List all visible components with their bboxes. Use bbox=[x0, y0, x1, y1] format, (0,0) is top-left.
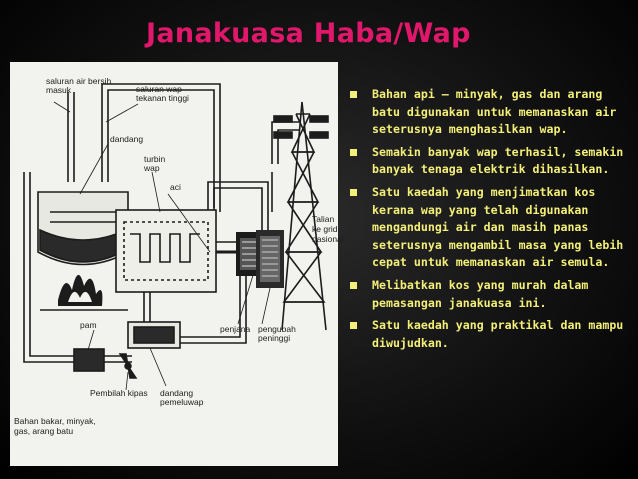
bullet-item bbox=[346, 86, 634, 139]
square-bullet-icon bbox=[350, 91, 357, 98]
label-dandang-pemeluwap: dandang pemeluwap bbox=[160, 388, 204, 407]
label-bahan-bakar: Bahan bakar, minyak, gas, arang batu bbox=[14, 416, 96, 436]
bullet-text: Satu kaedah yang menjimatkan kos kerana wap yang telah digunakan mengandungi air dan masih panas seterusnya mengambil masa yang lebih cepat untuk memanaskan air semula. bbox=[372, 184, 624, 270]
bullet-list bbox=[346, 86, 634, 357]
turbine-block bbox=[116, 210, 216, 292]
label-dandang: dandang bbox=[110, 134, 144, 144]
bullet-text: Bahan api – minyak, gas dan arang batu digunakan untuk memanaskan air seterusnya menghasilkan wap. bbox=[372, 87, 617, 137]
label-pembilah-kipas: Pembilah kipas bbox=[90, 388, 148, 398]
label-saluran-wap: saluran wap tekanan tinggi bbox=[136, 84, 189, 103]
square-bullet-icon bbox=[350, 149, 357, 156]
flame-icon bbox=[58, 275, 102, 306]
label-pam: pam bbox=[80, 320, 97, 330]
bullet-text: Melibatkan kos yang murah dalam pemasangan janakuasa ini. bbox=[372, 277, 589, 310]
label-pengubah: pengubah peninggi bbox=[258, 324, 296, 343]
condenser bbox=[128, 322, 180, 348]
square-bullet-icon bbox=[350, 322, 357, 329]
boiler-vessel bbox=[38, 192, 128, 265]
label-talian: Talian ke grid nasional bbox=[312, 214, 344, 244]
transformer bbox=[256, 230, 284, 288]
bullet-text: Semakin banyak wap terhasil, semakin banyak tenaga elektrik dihasilkan. bbox=[372, 144, 624, 177]
square-bullet-icon bbox=[350, 189, 357, 196]
label-saluran-air: saluran air bersih masuk bbox=[46, 76, 112, 95]
bullet-item bbox=[346, 277, 634, 312]
label-penjana: penjana bbox=[220, 324, 251, 334]
bullet-item bbox=[346, 317, 634, 352]
pump bbox=[74, 349, 104, 371]
label-aci: aci bbox=[170, 182, 181, 192]
bullet-item bbox=[346, 184, 634, 272]
slide-title: Janakuasa Haba/Wap bbox=[146, 18, 471, 49]
square-bullet-icon bbox=[350, 282, 357, 289]
bullet-item bbox=[346, 144, 634, 179]
bullet-text: Satu kaedah yang praktikal dan mampu diwujudkan. bbox=[372, 318, 624, 350]
power-plant-diagram bbox=[10, 62, 344, 466]
label-turbin: turbin wap bbox=[144, 154, 166, 173]
